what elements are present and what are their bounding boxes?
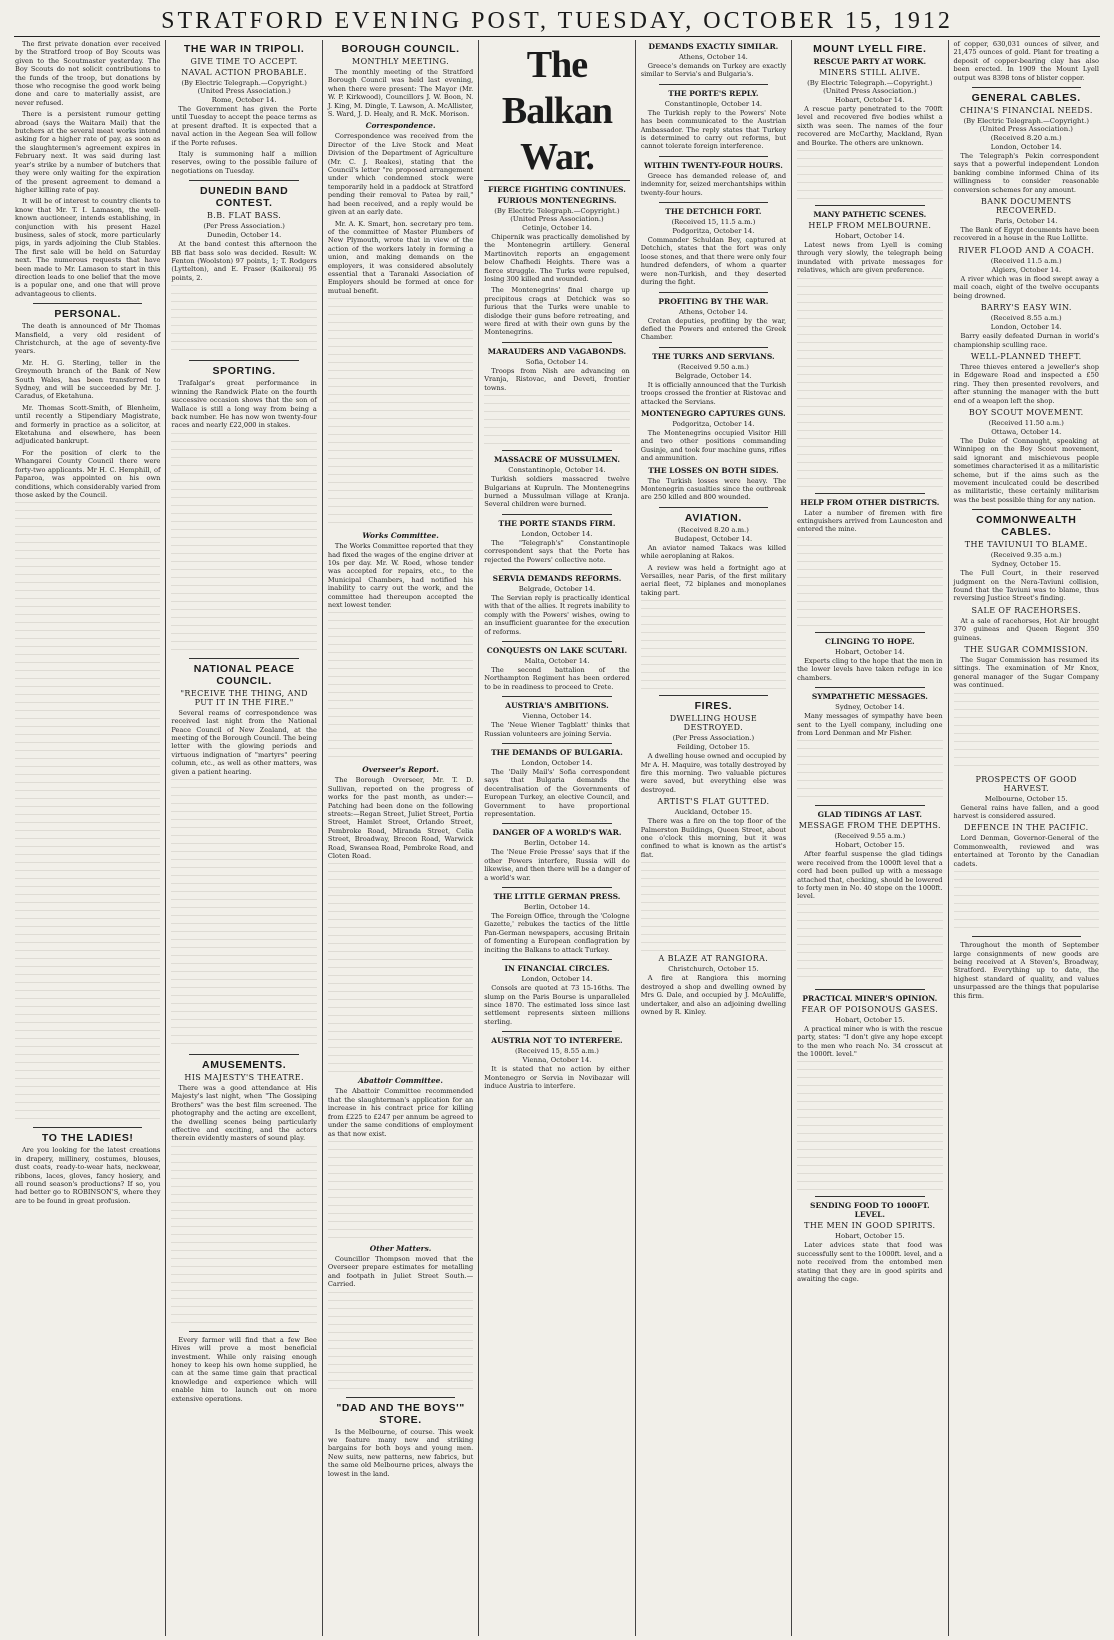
illegible-text-block: [954, 871, 1099, 931]
received-time: (Received 9.35 a.m.): [990, 551, 1062, 560]
paragraph: Councillor Thompson moved that the Overseer prepare estimates for metalling and footpath in Juliet Street South.—Carried.: [327, 1254, 474, 1289]
illegible-text-block: [328, 863, 473, 1073]
subhead: FEAR OF POISONOUS GASES.: [801, 1004, 939, 1014]
dateline: Paris, October 14.: [995, 217, 1058, 226]
subhead: THE MEN IN GOOD SPIRITS.: [804, 1221, 936, 1231]
dateline: Hobart, October 14.: [835, 96, 905, 104]
dateline: Constantinople, October 14.: [508, 466, 606, 475]
headline: MASSACRE OF MUSSULMEN.: [494, 455, 620, 465]
headline: THE LOSSES ON BOTH SIDES.: [648, 465, 779, 475]
paragraph: The 'Neue Wiener Tagblatt' thinks that Russian volunteers are joining Servia.: [484, 721, 630, 738]
dateline: Budapest, October 14.: [674, 534, 753, 543]
divider: [189, 180, 298, 181]
divider: [346, 1397, 455, 1398]
headline: GLAD TIDINGS AT LAST.: [817, 810, 922, 820]
subhead: HIS MAJESTY'S THEATRE.: [184, 1072, 304, 1082]
divider: [33, 1127, 142, 1128]
divider: [659, 202, 768, 203]
dateline: London, October 14.: [990, 143, 1062, 152]
headline-personal: PERSONAL.: [54, 308, 122, 321]
dateline: Rome, October 14.: [211, 96, 277, 104]
paragraph: Consols are quoted at 73 15-16ths. The slump on the Paris Bourse is unparalleled since 1870. The estimated loss since last settlement represents sixteen millions sterling.: [484, 984, 630, 1026]
paragraph: The death is announced of Mr Thomas Mansfield, a very old resident of Christchurch, at the age of seventy-five years.: [15, 322, 161, 356]
section-label: Works Committee.: [362, 531, 439, 541]
headline: SERVIA DEMANDS REFORMS.: [492, 573, 622, 583]
divider: [189, 360, 298, 361]
paragraph: Latest news from Lyell is coming through very slowly, the telegraph being inundated with private messages for relatives, which are given preference.: [797, 241, 943, 275]
divider: [659, 507, 768, 508]
credit: (Received 8.20 a.m.): [677, 525, 749, 534]
subhead: THE SUGAR COMMISSION.: [964, 645, 1089, 655]
section-label: Correspondence.: [365, 121, 436, 131]
headline-ladies: TO THE LADIES!: [41, 1132, 134, 1145]
paragraph: A practical miner who is with the rescue party, states: "I don't give any hope except to the men who reach No. 34 crosscut at the 1000ft. level.": [797, 1024, 943, 1058]
dateline: Belgrade, October 14.: [518, 584, 596, 593]
divider: [502, 823, 611, 824]
paragraph: The Servian reply is practically identical with that of the allies. It regrets inability to comply with the Powers' wishes, owing to an insufficient guarantee for the execution of reforms.: [484, 593, 630, 636]
dateline: Athens, October 14.: [678, 307, 748, 316]
paragraph: The first private donation ever received by the Stratford troop of Boy Scouts was given to the Scoutmaster yesterday. The Boy Scouts do not solicit contributions to the funds of the troop, but donations by those who recognise the good work being done and care to materially assist, are never refused.: [15, 40, 161, 107]
headline: AUSTRIA NOT TO INTERFERE.: [491, 1036, 623, 1046]
credit: (Received 9.50 a.m.): [677, 362, 749, 371]
headline-peace-council: NATIONAL PEACE COUNCIL.: [193, 662, 295, 687]
headline: SYMPATHETIC MESSAGES.: [811, 692, 928, 702]
paragraph: Experts cling to the hope that the men in the lower levels have taken refuge in ice chambers.: [797, 656, 943, 682]
divider: [972, 936, 1081, 937]
subhead: PROSPECTS OF GOOD HARVEST.: [975, 774, 1077, 793]
headline: IN FINANCIAL CIRCLES.: [504, 964, 610, 974]
illegible-text-block: [797, 278, 942, 488]
dateline: Christchurch, October 15.: [668, 965, 759, 974]
paragraph: The Foreign Office, through the 'Cologne Gazette,' rebukes the tactics of the little Pan-German newspapers, accusing Britain of fomenting a European conflagration by inciting the Balkans to attack Turkey.: [484, 912, 630, 954]
headline: THE LITTLE GERMAN PRESS.: [493, 892, 621, 902]
headline-general-cables: GENERAL CABLES.: [971, 92, 1081, 105]
dateline: Auckland, October 15.: [674, 808, 753, 817]
headline-commonwealth-cables: COMMONWEALTH CABLES.: [976, 514, 1077, 539]
dateline: Cetinje, October 14.: [522, 224, 592, 232]
subhead: MESSAGE FROM THE DEPTHS.: [798, 821, 941, 831]
column-2: [166, 40, 322, 1636]
paragraph: Later advices state that food was successfully sent to the 1000ft. level, and a note received from the entombed men stating that they are in good spirits and awaiting the cage.: [797, 1241, 943, 1283]
divider: [189, 1054, 298, 1055]
illegible-text-block: [797, 904, 942, 984]
dateline: Berlin, October 14.: [523, 839, 591, 848]
headline: WITHIN TWENTY-FOUR HOURS.: [643, 160, 783, 170]
dateline: Sofia, October 14.: [525, 357, 589, 366]
subhead: WELL-PLANNED THEFT.: [970, 351, 1082, 361]
credit: (Received 15, 11.5 a.m.): [671, 218, 756, 227]
paragraph: At a sale of racehorses, Hot Air brought 370 guineas and Queen Regent 350 guineas.: [953, 616, 1099, 642]
divider: [815, 989, 924, 990]
headline-amusements: AMUSEMENTS.: [202, 1058, 287, 1071]
dateline: Hobart, October 15.: [835, 1015, 905, 1024]
paragraph: An aviator named Takacs was killed while aeroplaning at Rakos.: [640, 543, 787, 561]
headline-dunedin: DUNEDIN BAND CONTEST.: [199, 185, 289, 210]
divider: [502, 887, 611, 888]
subhead: THE TAVIUNUI TO BLAME.: [964, 540, 1088, 550]
divider: [502, 569, 611, 570]
headline: SENDING FOOD TO 1000FT. LEVEL.: [810, 1201, 930, 1220]
headline: CONQUESTS ON LAKE SCUTARI.: [486, 645, 628, 655]
paragraph: After fearful suspense the glad tidings were received from the 1000ft level that a cord had been pulled up with a message attached that, checking, should be lowered to forty men in No. 40 stope on the 1000ft. level.: [797, 850, 943, 901]
dateline: Hobart, October 15.: [835, 1232, 905, 1241]
paragraph: General rains have fallen, and a good harvest is considered assured.: [953, 803, 1099, 821]
subhead: HELP FROM MELBOURNE.: [808, 221, 932, 231]
paragraph: The 'Neue Freie Presse' says that if the other Powers interfere, Russia will do likewise, and then there will be a danger of a world's war.: [484, 848, 630, 882]
subhead: ARTIST'S FLAT GUTTED.: [657, 797, 770, 807]
divider: [502, 641, 611, 642]
divider: [815, 805, 924, 806]
dateline: Podgoritza, October 14.: [672, 227, 755, 236]
paragraph: The Duke of Connaught, speaking at Winnipeg on the Boy Scout movement, said ignorant and mischievous people sometimes characterised it as a militaristic scheme, but if the aims such as the movement inculcated could be described as militaristic, these certainly militarism was the best possible thing for any nation.: [953, 436, 1099, 504]
subhead: SALE OF RACEHORSES.: [971, 605, 1082, 615]
headline-borough-council: BOROUGH COUNCIL.: [341, 43, 460, 55]
section-label: Other Matters.: [369, 1243, 432, 1253]
section-label: Abattoir Committee.: [358, 1076, 443, 1086]
illegible-text-block: [171, 1146, 316, 1326]
headline: FIERCE FIGHTING CONTINUES.: [488, 185, 626, 194]
divider: [502, 1031, 611, 1032]
credit: (By Electric Telegraph.—Copyright.) (United Press Association.): [807, 79, 933, 95]
paragraph: Barry easily defeated Durnan in world's championship sculling race.: [953, 332, 1099, 349]
paragraph: A fire at Rangiora this morning destroyed a shop and dwelling owned by Mrs G. Dale, and occupied by J. McAuliffe, undertaker, and also an adjoining dwelling owned by R. Kinley.: [640, 974, 787, 1016]
subhead: "RECEIVE THE THING, AND PUT IT IN THE FIRE.": [180, 688, 308, 707]
headline: DANGER OF A WORLD'S WAR.: [492, 828, 622, 838]
paragraph: Troops from Nish are advancing on Vranja, Ristovac, and Deveti, frontier towns.: [484, 366, 630, 392]
subhead: BOY SCOUT MOVEMENT.: [968, 407, 1084, 417]
headline: CLINGING TO HOPE.: [824, 636, 915, 646]
paragraph: The monthly meeting of the Stratford Borough Council was held last evening, when there were present: The Mayor (Mr. W. P. Kirkwood), Councillors J. W. Boon, N. J. King, M. Dingle, T. Lawson, A. McAllister, S. Ward, J. D. Healy, and R. McK. Morison.: [327, 68, 474, 119]
subhead: BARRY'S EASY WIN.: [980, 303, 1072, 313]
subhead: MINERS STILL ALIVE.: [819, 68, 921, 77]
dateline: Malta, October 14.: [524, 656, 590, 665]
dateline: London, October 14.: [990, 323, 1062, 332]
paragraph: A dwelling house owned and occupied by Mr A. H. Maquire, was totally destroyed by fire this morning. Two valuable pictures were saved, but everything else was destroyed.: [640, 752, 787, 794]
dateline: Vienna, October 14.: [522, 712, 592, 721]
illegible-text-block: [797, 537, 942, 627]
paragraph: Throughout the month of September large consignments of new goods are being received at A Steven's, Broadway, Stratford. Everything up to date, the highest standard of quality, and values unsurpassed are the things that popularise this firm.: [953, 941, 1099, 1000]
dateline: Dunedin, October 14.: [207, 231, 282, 240]
illegible-text-block: [641, 600, 786, 690]
paragraph: Every farmer will find that a few Bee Hives will prove a most beneficial investment. While only raising enough honey to keep his own home supplied, he can at the same time gain that practical knowledge and experience which will enable him to launch out on more extensive operations.: [171, 1335, 317, 1403]
dateline: Podgoritza, October 14.: [672, 419, 755, 428]
credit: (Received 9.55 a.m.): [834, 832, 906, 841]
dateline: Hobart, October 14.: [835, 647, 905, 656]
credit: (By Electric Telegraph.—Copyright.) (United Press Association.): [494, 207, 620, 223]
headline: THE DEMANDS OF BULGARIA.: [491, 748, 623, 757]
paragraph: It is stated that no action by either Montenegro or Servia in Novibazar will induce Austria to interfere.: [484, 1065, 630, 1090]
dateline: Vienna, October 14.: [522, 1056, 592, 1065]
paragraph: A rescue party penetrated to the 700ft level and recovered five bodies whilst a sixth was seen. The names of the four recovered are McCarthy, Mackland, Ryan and Bourke. The others are unknown.: [797, 105, 943, 147]
illegible-text-block: [328, 612, 473, 762]
subhead: B.B. FLAT BASS.: [207, 211, 282, 221]
received-time: (Received 11.50 a.m.): [988, 418, 1064, 427]
received-time: (Received 11.5 a.m.): [990, 256, 1062, 265]
received-time: (Received 8.55 a.m.): [990, 314, 1062, 323]
divider: [972, 87, 1081, 88]
dateline: Algiers, October 14.: [991, 265, 1061, 274]
column-6: [792, 40, 948, 1636]
dateline: London, October 14.: [521, 975, 593, 984]
subhead: MONTHLY MEETING.: [352, 57, 450, 66]
headline: THE PORTE'S REPLY.: [668, 88, 759, 98]
paragraph: Mr. H. G. Sterling, teller in the Greymouth branch of the Bank of New South Wales, has been transferred to Sydney, and will be succeeded by Mr. J. Caradus, of Eketahuna.: [15, 358, 161, 401]
subhead: RESCUE PARTY AT WORK.: [813, 57, 927, 66]
paragraph: There was a fire on the top floor of the Palmerston Buildings, Queen Street, about one o'clock this morning, but it was confined to what is known as the artist's flat.: [640, 817, 787, 859]
paragraph: The Sugar Commission has resumed its sittings. The examination of Mr Knox, general manager of the Sugar Company was continued.: [953, 656, 1099, 690]
paragraph: Lord Denman, Governor-General of the Commonwealth, reviewed and was entertained at Toronto by the Canadian cadets.: [953, 834, 1099, 868]
paragraph: There was a good attendance at His Majesty's last night, when "The Gossiping Brothers" was the best film screened. The photography and the acting are excellent, the dwelling scenes being particularly effective and exciting, and the actors therein evidently masters of sound play.: [171, 1083, 317, 1143]
dateline: Berlin, October 14.: [523, 903, 591, 912]
headline-balkan-war: The Balkan War.: [484, 42, 629, 181]
paragraph: Greece's demands on Turkey are exactly similar to Servia's and Bulgaria's.: [640, 62, 787, 79]
paragraph: The Montenegrins occupied Visitor Hill and two other positions commanding Gusinje, and took four machine guns, rifles and ammunition.: [640, 428, 787, 463]
paragraph: Mr. Thomas Scott-Smith, of Blenheim, until recently a Stipendiary Magistrate, and formerly in practice as a solicitor, at Eketahuna and elsewhere, has been adjudicated bankrupt.: [15, 403, 161, 446]
headline: PROFITING BY THE WAR.: [658, 296, 769, 306]
paragraph: Is the Melbourne, of course. This week we feature many new and striking bargains for both boys and young men. New suits, new patterns, new fabrics, but the same old Melbourne prices, always the lowest in the land.: [327, 1427, 474, 1478]
paragraph: Several reams of correspondence was received last night from the National Peace Council of New Zealand, at the meeting of the Borough Council. The being letter with the glowing periods and virtuous indignation of "martyrs" peering column, etc., as well as other matters, was given a patient hearing.: [171, 708, 317, 776]
headline: DEMANDS EXACTLY SIMILAR.: [648, 42, 779, 51]
paragraph: Later a number of firemen with fire extinguishers arrived from Launceston and entered the mine.: [797, 508, 943, 534]
column-4: [479, 40, 635, 1636]
dateline: Hobart, October 15.: [835, 841, 905, 850]
illegible-text-block: [797, 740, 942, 800]
subhead: FURIOUS MONTENEGRINS.: [497, 196, 617, 205]
dateline: Feilding, October 15.: [676, 743, 750, 752]
headline-tripoli: THE WAR IN TRIPOLI.: [183, 43, 305, 55]
column-5: [636, 40, 792, 1636]
headline: MARAUDERS AND VAGABONDS.: [487, 346, 627, 356]
paragraph: There is a persistent rumour getting abroad (says the Waitara Mail) that the butchers at the several meat works intend asking for a higher rate of pay, as soon as the slaughtermen's agreement expires in February next. It was said during last year's strike by a number of butchers that they were only waiting for the expiration of the present agreement to demand a higher killing rate of pay.: [15, 110, 161, 194]
headline: HELP FROM OTHER DISTRICTS.: [800, 497, 940, 507]
section-label: Overseer's Report.: [362, 765, 439, 775]
paragraph: It is officially announced that the Turkish troops crossed the frontier at Ristovac and attacked the Servians.: [640, 380, 787, 406]
paragraph: of copper, 630,031 ounces of silver, and 21,475 ounces of gold. Plant for treating a deposit of copper-bearing clay has also been erected. In 1909 the Mount Lyell output was 8398 tons of blister copper.: [953, 40, 1099, 82]
paragraph: Italy is summoning half a million reserves, owing to the possible failure of negotiations on Tuesday.: [171, 150, 317, 175]
paragraph: Turkish soldiers massacred twelve Bulgarians at Kupruln. The Montenegrins burned a Mussulman village at Kranja. Several children were burned.: [484, 475, 630, 509]
divider: [502, 450, 611, 451]
divider: [815, 493, 924, 494]
paragraph: The 'Daily Mail's' Sofia correspondent says that Bulgaria demands the decentralisation of the Governments of European Turkey, an elective Council, and Government to have proportional representation.: [484, 768, 630, 819]
headline: THE PORTE STANDS FIRM.: [498, 518, 616, 528]
subhead: CHINA'S FINANCIAL NEEDS.: [959, 106, 1093, 116]
paragraph: A river which was in flood swept away a mail coach, eight of the twelve occupants being drowned.: [953, 274, 1099, 300]
illegible-text-block: [484, 395, 629, 445]
headline-aviation: AVIATION.: [684, 511, 742, 524]
headline: MANY PATHETIC SCENES.: [813, 210, 927, 220]
paragraph: It will be of interest to country clients to know that Mr. T. I. Lamason, the well-known auctioneer, intends establishing, in conjunction with his present Hazel business, sales of stock, more particularly pigs, in yards adjoining the Club Stables. The first sale will be held on Saturday next. The numerous requests that have been made to Mr. Lamason to start in this direction leads to one belief that the move is a popular one, and one that will prove advantageous to clients.: [15, 197, 161, 298]
illegible-text-block: [15, 502, 160, 1122]
headline: PRACTICAL MINER'S OPINION.: [802, 993, 938, 1003]
paragraph: Correspondence was received from the Director of the Live Stock and Meat Division of the Department of Agriculture (Mr. C. J. Reakes), stating that the Council's letter "re proposed arrangement under which condemned stock were temporarily held in a paddock at Stratford pending their removal to Patea by rail," had been received, and a reply would be given at an early date.: [327, 132, 474, 217]
received-time: (Received 8.20 a.m.): [990, 134, 1062, 143]
headline: THE DETCHICH FORT.: [665, 207, 762, 217]
paragraph: The second battalion of the Northampton Regiment has been ordered to be in readiness to proceed to Crete.: [484, 665, 630, 691]
divider: [659, 156, 768, 157]
paragraph: Trafalgar's great performance in winning the Randwick Plate on the fourth successive occasion shows that the son of Wallace is still a long way from being a back number. He has now won twenty-four races and nearly £22,000 in stakes.: [171, 379, 317, 430]
paragraph: The Bank of Egypt documents have been recovered in a house in the Rue Lollitte.: [953, 226, 1099, 243]
paragraph: The Full Court, in their reserved judgment on the Nera-Taviuni collision, found that the Taviuni was to blame, thus reversing Justice Street's finding.: [953, 569, 1099, 603]
divider: [502, 743, 611, 744]
dateline: Sydney, October 14.: [835, 703, 905, 712]
paragraph: Commander Schuldan Bey, captured at Detchich, states that the fort was only loose stones, and that there were only four hundred defenders, of whom a quarter were non-Turkish, and they deserted during the fight.: [640, 236, 787, 287]
dateline: Belgrade, October 14.: [675, 371, 752, 380]
column-1: [10, 40, 166, 1636]
paragraph: The Montenegrins' final charge up precipitous crags at Detchick was so furious that the Turks were unable to dislodge their guns before retreating, and were fired at with their own guns by the Montenegrins.: [484, 286, 630, 337]
columns: [10, 40, 1104, 1636]
divider: [189, 1331, 298, 1332]
divider: [815, 687, 924, 688]
illegible-text-block: [328, 1141, 473, 1241]
illegible-text-block: [641, 862, 786, 952]
illegible-text-block: [171, 779, 316, 1049]
dateline: Hobart, October 14.: [835, 232, 905, 241]
illegible-text-block: [328, 1292, 473, 1392]
divider: [33, 303, 142, 304]
dateline: London, October 14.: [521, 529, 593, 538]
paragraph: A review was held a fortnight ago at Versailles, near Paris, of the first military aerial fleet, 72 biplanes and monoplanes taking part.: [640, 563, 787, 597]
divider: [502, 959, 611, 960]
paragraph: Three thieves entered a jeweller's shop in Edgeware Road and inspected a £50 ring. They then presented revolvers, and after stunning the manager with the butt end of a weapon left the shop.: [953, 362, 1099, 405]
column-7: [949, 40, 1104, 1636]
paragraph: Many messages of sympathy have been sent to the Lyell company, including one from Lord Denman and Mr Fisher.: [797, 712, 943, 737]
paragraph: At the band contest this afternoon the BB flat bass solo was decided. Result: W. Fenton (Woolston) 97 points, 1; T. Rodgers (Lyttelton), and E. Fraser (Kaikorai) 95 points, 2.: [171, 240, 317, 282]
dateline: Constantinople, October 14.: [664, 99, 763, 108]
divider: [659, 292, 768, 293]
divider: [972, 509, 1081, 510]
headline-dad-and-boys: "DAD AND THE BOYS'" STORE.: [336, 1401, 465, 1426]
divider: [815, 1196, 924, 1197]
paragraph: The Turkish reply to the Powers' Note has been communicated to the Austrian Ambassador. The reply states that Turkey is determined to carry out reforms, but cannot tolerate foreign interference.: [640, 108, 787, 151]
credit: (By Electric Telegraph.—Copyright.) (United Press Association.): [181, 79, 307, 95]
headline-fires: FIRES.: [694, 700, 733, 713]
subhead: DEFENCE IN THE PACIFIC.: [963, 823, 1089, 833]
illegible-text-block: [171, 433, 316, 653]
paragraph: The Borough Overseer, Mr. T. D. Sullivan, reported on the progress of works for the past month, as under:—Patching had been done on the following streets:—Regan Street, Juliet Street, Portia Street, Hamlet Street, Orlando Street, Pembroke Road, Miranda Street, Celia Street, Broadway, Brecon Road, Warwick Road, Swansea Road, Pembroke Road, and Cloten Road.: [327, 776, 474, 861]
credit: (Received 15, 8.55 a.m.): [515, 1047, 599, 1056]
paragraph: Mr. A. K. Smart, hon. secretary pro tem. of the committee of Master Plumbers of New Plymouth, wrote that in view of the action of the workers lately in forming a union, and making demands on the employers, it was considered absolutely essential that a Taranaki Association of Employers should be formed at once for mutual benefit.: [327, 219, 474, 295]
credit: (Per Press Association.): [203, 222, 285, 231]
paragraph: The Works Committee reported that they had fixed the wages of the engine driver at 10s per day. Mr. W. Roed, whose tender was accepted for repairs, etc., to the Municipal Chambers, had notified his inability to carry out the work, and the committee had thereupon accepted the next lowest tender.: [327, 542, 474, 609]
divider: [502, 514, 611, 515]
divider: [659, 347, 768, 348]
paragraph: Chipernik was practically demolished by the Montenegrin artillery. General Martinovitch reports an engagement below Chafhedi Heights. There was a fierce struggle. The Turks were repulsed, losing 300 killed and wounded.: [484, 233, 630, 284]
headline: THE TURKS AND SERVIANS.: [652, 351, 775, 361]
paragraph: For the position of clerk to the Whangarei County Council there were forty-two applicants. Mr H. C. Hemphill, of Paparoa, was appointed on his own conditions, which considerably varied from those asked by the Council.: [15, 448, 161, 499]
divider: [815, 205, 924, 206]
paragraph: The "Telegraph's" Constantinople correspondent says that the Porte has rejected the Powers' collective note.: [484, 538, 630, 564]
paragraph: Cretan deputies, profiting by the war, defied the Powers and entered the Greek Chamber.: [640, 316, 787, 342]
divider: [659, 84, 768, 85]
paragraph: The Government has given the Porte until Tuesday to accept the peace terms as at present drafted. It is expected that a naval action in the Aegean Sea will follow if the Porte refuses.: [171, 105, 317, 147]
divider: [502, 342, 611, 343]
paragraph: The Turkish losses were heavy. The Montenegrin casualties since the outbreak are 250 killed and 800 wounded.: [640, 476, 787, 502]
credit: (By Electric Telegraph.—Copyright.) (United Press Association.): [963, 117, 1089, 134]
dateline: London, October 14.: [521, 759, 593, 767]
subhead: DWELLING HOUSE DESTROYED.: [669, 714, 758, 733]
headline: AUSTRIA'S AMBITIONS.: [505, 701, 609, 711]
dateline: Ottawa, October 14.: [991, 427, 1062, 436]
illegible-text-block: [797, 1061, 942, 1191]
divider: [502, 696, 611, 697]
subhead: RIVER FLOOD AND A COACH.: [958, 245, 1095, 255]
headline-mount-lyell: MOUNT LYELL FIRE.: [813, 43, 927, 55]
illegible-text-block: [171, 285, 316, 355]
divider: [189, 658, 298, 659]
subhead: GIVE TIME TO ACCEPT.: [190, 57, 298, 66]
subhead: NAVAL ACTION PROBABLE.: [181, 68, 307, 77]
headline: MONTENEGRO CAPTURES GUNS.: [641, 408, 786, 418]
paragraph: The Abattoir Committee recommended that the slaughterman's application for an increase in his contract price for killing from £225 to £247 per annum be agreed to under the same conditions of employment as that now exist.: [327, 1087, 474, 1138]
subhead: BANK DOCUMENTS RECOVERED.: [981, 197, 1072, 216]
paragraph: Are you looking for the latest creations in drapery, millinery, costumes, blouses, dust coats, ready-to-wear hats, neckwear, ribbons, laces, gloves, fancy hosiery, and all round season's productions? If so, you had better go to ROBINSON'S, where they are to be found in great profusion.: [15, 1146, 161, 1205]
dateline: Sydney, October 15.: [991, 560, 1061, 569]
illegible-text-block: [797, 150, 942, 200]
dateline: Athens, October 14.: [678, 53, 748, 61]
subhead: A BLAZE AT RANGIORA.: [658, 954, 769, 964]
illegible-text-block: [954, 693, 1099, 773]
paragraph: The Telegraph's Pekin correspondent says that a powerful independent London banking combine informed China of its willingness to consider reasonable conversion schemes for any amount.: [953, 152, 1099, 194]
credit: (Per Press Association.): [672, 734, 755, 743]
divider: [659, 695, 768, 696]
masthead: STRATFORD EVENING POST, TUESDAY, OCTOBER 15, 1912: [14, 6, 1100, 37]
paragraph: Greece has demanded release of, and indemnity for, seized merchantships within twenty-four hours.: [640, 171, 787, 197]
headline-sporting: SPORTING.: [212, 365, 276, 378]
illegible-text-block: [328, 298, 473, 528]
dateline: Melbourne, October 15.: [984, 794, 1068, 803]
divider: [815, 632, 924, 633]
column-3: [323, 40, 479, 1636]
